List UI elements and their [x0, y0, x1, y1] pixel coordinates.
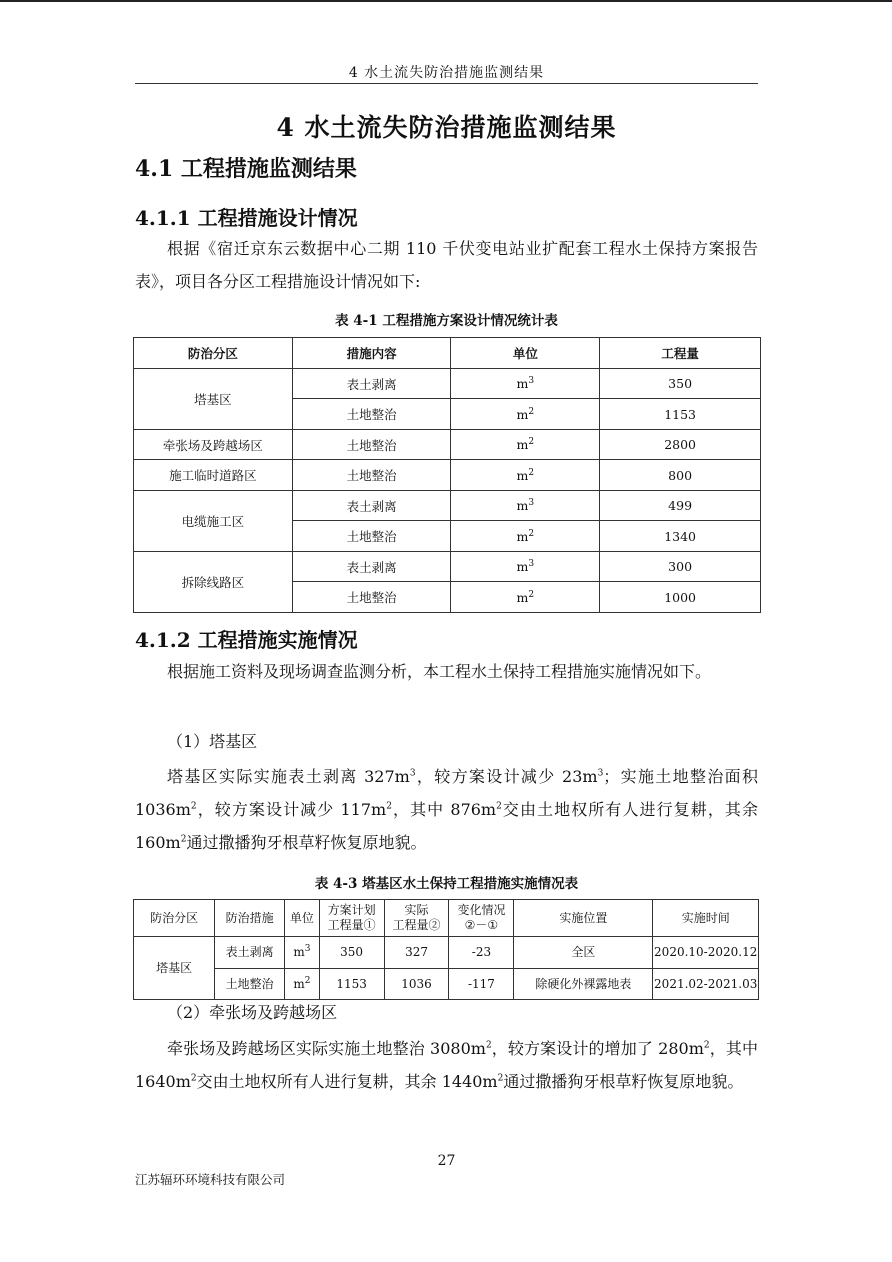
header-cell: 变化情况 ②－① [449, 900, 514, 937]
header-cell: 防治分区 [134, 338, 293, 369]
measure-cell: 表土剥离 [292, 491, 451, 521]
table-row [134, 430, 761, 460]
chapter-title: 4 水土流失防治措施监测结果 [276, 113, 617, 142]
amount-cell: 2800 [600, 430, 761, 460]
table-4-3 [133, 899, 759, 1000]
table-header-row [134, 338, 761, 369]
table-row [134, 937, 759, 969]
header-cell: 防治分区 [134, 900, 215, 937]
unit-cell: $m^2$ [451, 521, 600, 552]
paragraph-pulling-site: 牵张场及跨越场区实际实施土地整治 $3080m^2$，较方案设计的增加了 $280m^2$，其中 $1640m^2$交由土地权所有人进行复耕，其余 $1440m^2$通过撒播狗牙根草籽恢复原地貌。 [135, 1039, 758, 1091]
header-cell: 实施位置 [514, 900, 653, 937]
measure-cell: 土地整治 [292, 399, 451, 430]
header-cell: 单位 [451, 338, 600, 369]
running-header: 4 水土流失防治措施监测结果 [348, 65, 545, 81]
table-4-1 [133, 337, 761, 613]
measure-cell: 表土剥离 [215, 937, 285, 969]
zone-cell: 拆除线路区 [134, 552, 293, 613]
actual-cell: 1036 [384, 969, 449, 1000]
table-4-3-caption: 表 4-3 塔基区水土保持工程措施实施情况表 [314, 876, 579, 892]
table-row [134, 552, 761, 582]
paragraph-design-intro: 根据《宿迁京东云数据中心二期 110 千伏变电站业扩配套工程水土保持方案报告表》，项目各分区工程措施设计情况如下: [135, 239, 758, 291]
section-heading-4-1-2: 4.1.2 工程措施实施情况 [135, 628, 358, 652]
unit-cell: $m^3$ [451, 369, 600, 399]
amount-cell: 300 [600, 552, 761, 582]
measure-cell: 土地整治 [292, 582, 451, 613]
paragraph-implementation-intro: 根据施工资料及现场调查监测分析，本工程水土保持工程措施实施情况如下。 [167, 662, 712, 681]
measure-cell: 土地整治 [215, 969, 285, 1000]
top-border-line [0, 0, 892, 2]
table-header-row [134, 900, 759, 937]
amount-cell: 1153 [600, 399, 761, 430]
amount-cell: 499 [600, 491, 761, 521]
zone-cell: 牵张场及跨越场区 [134, 430, 293, 460]
header-cell: 实施时间 [653, 900, 759, 937]
zone-cell: 塔基区 [134, 937, 215, 1000]
unit-cell: $m^3$ [451, 491, 600, 521]
time-cell: 2021.02-2021.03 [653, 969, 759, 1000]
time-cell: 2020.10-2020.12 [653, 937, 759, 969]
unit-cell: $m^2$ [451, 399, 600, 430]
unit-cell: $m^3$ [285, 937, 319, 969]
measure-cell: 土地整治 [292, 460, 451, 491]
change-cell: -117 [449, 969, 514, 1000]
unit-cell: $m^2$ [285, 969, 319, 1000]
measure-cell: 土地整治 [292, 430, 451, 460]
actual-cell: 327 [384, 937, 449, 969]
unit-cell: $m^2$ [451, 430, 600, 460]
page-number: 27 [437, 1153, 456, 1169]
zone-cell: 电缆施工区 [134, 491, 293, 552]
subheading-pulling-site: （2）牵张场及跨越场区 [167, 1003, 338, 1022]
section-heading-4-1-1: 4.1.1 工程措施设计情况 [135, 206, 358, 230]
header-cell: 实际 工程量② [384, 900, 449, 937]
amount-cell: 1000 [600, 582, 761, 613]
subheading-tower-base: （1）塔基区 [167, 732, 258, 751]
table-row [134, 491, 761, 521]
table-4-1-caption: 表 4-1 工程措施方案设计情况统计表 [335, 313, 558, 329]
change-cell: -23 [449, 937, 514, 969]
zone-cell: 塔基区 [134, 369, 293, 430]
header-rule [135, 83, 758, 84]
header-cell: 工程量 [600, 338, 761, 369]
amount-cell: 800 [600, 460, 761, 491]
plan-cell: 350 [319, 937, 384, 969]
measure-cell: 土地整治 [292, 521, 451, 552]
table-row [134, 369, 761, 399]
measure-cell: 表土剥离 [292, 369, 451, 399]
paragraph-tower-base: 塔基区实际实施表土剥离 $327m^3$，较方案设计减少 $23m^3$；实施土地整治面积 $1036m^2$，较方案设计减少 $117m^2$，其中 $876m^2$交由土地权所有人进行复耕，其余 $160m^2$通过撒播狗牙根草籽恢复原地貌。 [135, 767, 758, 852]
header-cell: 方案计划 工程量① [319, 900, 384, 937]
header-cell: 单位 [285, 900, 319, 937]
table-row [134, 969, 759, 1000]
location-cell: 全区 [514, 937, 653, 969]
table-row [134, 460, 761, 491]
zone-cell: 施工临时道路区 [134, 460, 293, 491]
amount-cell: 350 [600, 369, 761, 399]
amount-cell: 1340 [600, 521, 761, 552]
unit-cell: $m^2$ [451, 460, 600, 491]
measure-cell: 表土剥离 [292, 552, 451, 582]
plan-cell: 1153 [319, 969, 384, 1000]
company-name: 江苏辐环环境科技有限公司 [135, 1172, 286, 1187]
section-heading-4-1: 4.1 工程措施监测结果 [135, 156, 357, 182]
header-cell: 措施内容 [292, 338, 451, 369]
location-cell: 除硬化外裸露地表 [514, 969, 653, 1000]
unit-cell: $m^2$ [451, 582, 600, 613]
unit-cell: $m^3$ [451, 552, 600, 582]
header-cell: 防治措施 [215, 900, 285, 937]
